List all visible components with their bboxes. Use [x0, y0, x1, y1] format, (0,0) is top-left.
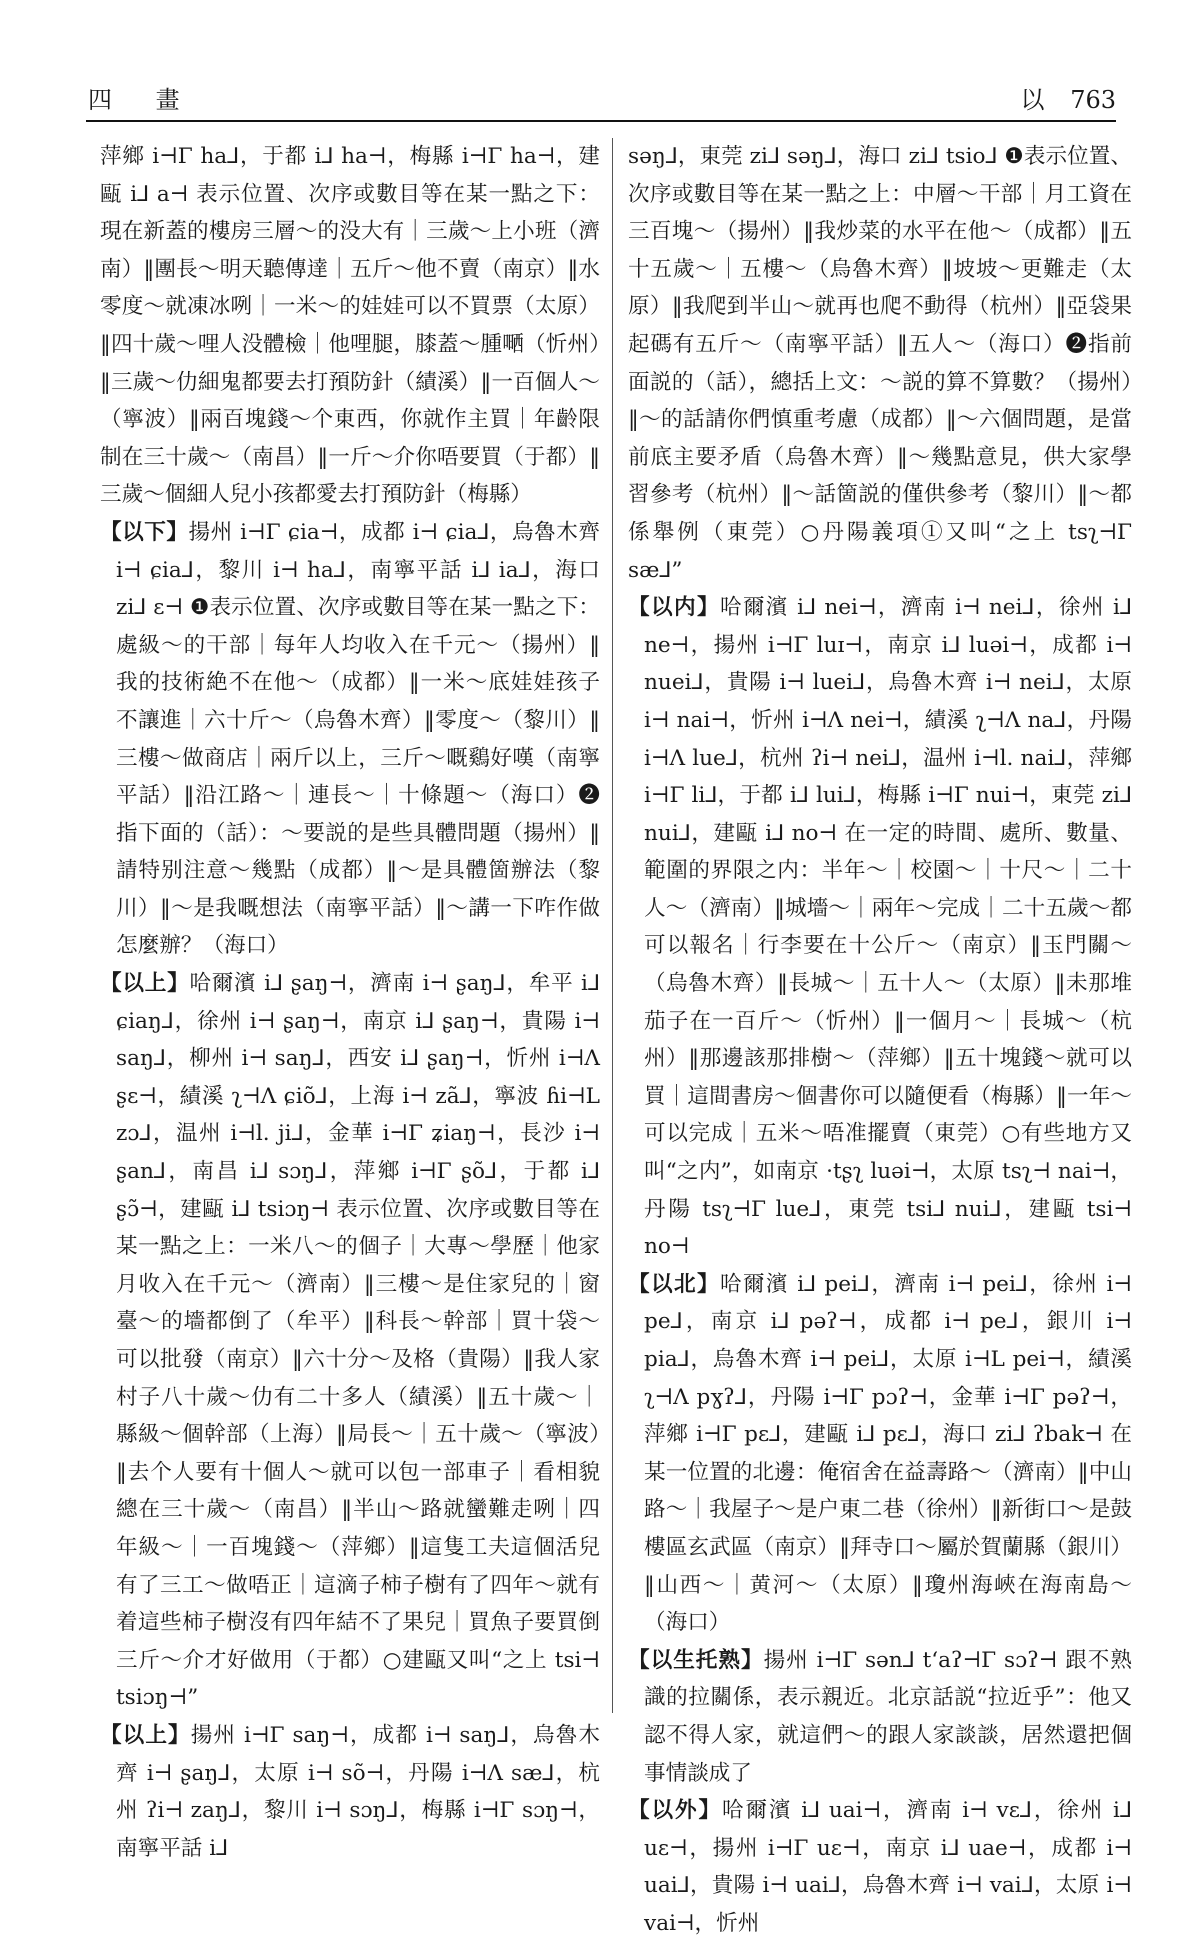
column-divider [612, 138, 613, 1713]
headword: 【以下】 [100, 519, 189, 545]
left-column [100, 138, 600, 1861]
entry-yishang-2 [100, 1717, 600, 1867]
entry-body: 哈爾濱 i⅃ ʂaŋ⊣，濟南 i⊣ ʂaŋ⅃，牟平 i⅃ ɕiaŋ⅃，徐州 i⊣ ʂaŋ⊣，南京 i⅃ ʂaŋ⊣，貴陽 i⊣ saŋ⅃，柳州 i⊣ saŋ⅃，西安 i⅃ ʂaŋ⊣，忻州 i⊣Λ ʂɛ⊣，績溪 ʅ⊣Λ ɕiõ⅃，上海 i⊣ zã⅃，寧波 ɦi⊣L zɔ⅃，温州 i⊣l. ji⅃，金華 i⊣Γ ʑiaŋ⊣，長沙 i⊣ ʂan⅃，南昌 i⅃ sɔŋ⅃，萍鄉 i⊣Γ ʂõ⅃，于都 i⅃ ʂɔ̃⊣，建甌 i⅃ tsiɔŋ⊣ 表示位置、次序或數目等在某一點之上：一米八～的個子｜大專～學歷｜他家月收入在千元～（濟南）‖三樓～是住家兒的｜窗臺～的墻都倒了（牟平）‖科長～幹部｜買十袋～可以批發（南京）‖六十分～及格（貴陽）‖我人家村子八十歲～仂有二十多人（績溪）‖五十歲～｜縣級～個幹部（上海）‖局長～｜五十歲～（寧波）‖去个人要有十個人～就可以包一部車子｜看相貌總在三十歲～（南昌）‖半山～路就蠻難走咧｜四年級～｜一百塊錢～（萍鄉）‖這隻工夫這個活兒有了三工～做唔正｜這滴子柿子樹有了四年～就有着這些柿子樹沒有四年結不了果兒｜買魚子要買倒三斤～介才好做用（于都）○建甌又叫“之上 tsi⊣ tsiɔŋ⊣” [116, 971, 600, 1711]
continuation-text: səŋ⅃，東莞 zi⅃ səŋ⅃，海口 zi⅃ tsio⅃ ❶表示位置、次序或數目等在某一點之上：中層～干部｜月工資在三百塊～（揚州）‖我炒菜的水平在他～（成都）‖五十五歲～｜五樓～（烏魯木齊）‖坡坡～更難走（太原）‖我爬到半山～就再也爬不動得（杭州）‖亞袋果起碼有五斤～（南寧平話）‖五人～（海口）❷指前面説的（話），總括上文：～説的算不算數？（揚州）‖～的話請你們慎重考慮（成都）‖～六個問題，是當前底主要矛盾（烏魯木齊）‖～幾點意見，供大家學習參考（杭州）‖～話箇説的僅供參考（黎川）‖～都係舉例（東莞）○丹陽義項①又叫“之上 tsʅ⊣Γ sæ⅃” [628, 144, 1132, 583]
entry-yinei [628, 589, 1132, 1266]
continuation-text: 萍鄉 i⊣Γ ha⅃，于都 i⅃ ha⊣，梅縣 i⊣Γ ha⊣，建甌 i⅃ a⊣ 表示位置、次序或數目等在某一點之下：現在新蓋的樓房三層～的没大有｜三歲～上小班（濟南）‖團長～明天聽傳達｜五斤～他不賣（南京）‖水零度～就凍冰咧｜一米～的娃娃可以不買票（太原）‖四十歲～哩人没體檢｜他哩腿，膝蓋～腫嗮（忻州）‖三歲～仂細鬼都要去打預防針（績溪）‖一百個人～（寧波）‖兩百塊錢～个東西，你就作主買｜年齡限制在三十歲～（南昌）‖一斤～介你唔要買（于都）‖三歲～個細人兒小孩都愛去打預防針（梅縣） [100, 144, 600, 508]
headword: 【以北】 [628, 1271, 720, 1297]
entry-yishengtuoshu [628, 1642, 1132, 1792]
header-right [1003, 80, 1116, 115]
headword: 【以上】 [100, 971, 190, 997]
entry-yiwai [628, 1792, 1132, 1942]
entry-yixia [100, 514, 600, 965]
right-column [628, 138, 1132, 1936]
headword: 【以上】 [100, 1722, 191, 1748]
entry-yibei [628, 1266, 1132, 1642]
headword: 【以内】 [628, 595, 720, 621]
entry-body: 哈爾濱 i⅃ pei⅃，濟南 i⊣ pei⅃，徐州 i⊣ pe⅃，南京 i⅃ pəʔ⊣，成都 i⊣ pe⅃，銀川 i⊣ pia⅃，烏魯木齊 i⊣ pei⅃，太原 i⊣L pei⊣，績溪 ʅ⊣Λ pɣʔ⅃，丹陽 i⊣Γ pɔʔ⊣，金華 i⊣Γ pəʔ⊣，萍鄉 i⊣Γ pɛ⅃，建甌 i⅃ pɛ⅃，海口 zi⅃ ʔbak⊣ 在某一位置的北邊：俺宿舍在益壽路～（濟南）‖中山路～｜我屋子～是户東二巷（徐州）‖新街口～是鼓樓區玄武區（南京）‖拜寺口～屬於賀蘭縣（銀川）‖山西～｜黄河～（太原）‖瓊州海峽在海南島～（海口） [644, 1271, 1132, 1636]
header-char: 以 [1020, 86, 1045, 114]
entry-body: 揚州 i⊣Γ sən⅃ tʻaʔ⊣Γ sɔʔ⊣ 跟不熟識的拉關係，表示親近。北京話説“拉近乎”：他又認不得人家，就這們～的跟人家談談，居然還把個事情談成了 [644, 1647, 1132, 1786]
headword: 【以生托熟】 [628, 1647, 764, 1673]
entry-body: 哈爾濱 i⅃ uai⊣，濟南 i⊣ vɛ⅃，徐州 i⅃ uɛ⊣，揚州 i⊣Γ uɛ⊣，南京 i⅃ uae⊣，成都 i⊣ uai⅃，貴陽 i⊣ uai⅃，烏魯木齊 i⊣ vai⅃，太原 i⊣ vai⊣，忻州 [644, 1798, 1132, 1936]
entry-yishang [100, 965, 600, 1717]
page-number: 763 [1070, 86, 1116, 114]
entry-body: 哈爾濱 i⅃ nei⊣，濟南 i⊣ nei⅃，徐州 i⅃ ne⊣，揚州 i⊣Γ luɪ⊣，南京 i⅃ luəi⊣，成都 i⊣ nuei⅃，貴陽 i⊣ luei⅃，烏魯木齊 i⊣ nei⅃，太原 i⊣ nai⊣，忻州 i⊣Λ nei⊣，績溪 ʅ⊣Λ na⅃，丹陽 i⊣Λ lue⅃，杭州 ʔi⊣ nei⅃，温州 i⊣l. nai⅃，萍鄉 i⊣Γ li⅃，于都 i⅃ lui⅃，梅縣 i⊣Γ nui⊣，東莞 zi⅃ nui⅃，建甌 i⅃ no⊣ 在一定的時間、處所、數量、範圍的界限之内：半年～｜校園～｜十尺～｜二十人～（濟南）‖城墻～｜兩年～完成｜二十五歲～都可以報名｜行李要在十公斤～（南京）‖玉門關～（烏魯木齊）‖長城～｜五十人～（太原）‖未那堆茄子在一百斤～（忻州）‖一個月～｜長城～（杭州）‖那邊該那排樹～（萍鄉）‖五十塊錢～就可以買｜這間書房～個書你可以隨便看（梅縣）‖一年～可以完成｜五米～唔准擺賣（東莞）○有些地方又叫“之内”，如南京 ·tʂʅ luəi⊣，太原 tsʅ⊣ nai⊣，丹陽 tsʅ⊣Γ lue⅃，東莞 tsi⅃ nui⅃，建甌 tsi⊣ no⊣ [644, 595, 1132, 1260]
entry-body: 揚州 i⊣Γ saŋ⊣，成都 i⊣ saŋ⅃，烏魯木齊 i⊣ ʂaŋ⅃，太原 i⊣ sõ⊣，丹陽 i⊣Λ sæ⅃，杭州 ʔi⊣ zaŋ⅃，黎川 i⊣ sɔŋ⅃，梅縣 i⊣Γ sɔŋ⊣，南寧平話 i⅃ [116, 1722, 600, 1861]
entry-body: 揚州 i⊣Γ ɕia⊣，成都 i⊣ ɕia⅃，烏魯木齊 i⊣ ɕia⅃，黎川 i⊣ ha⅃，南寧平話 i⅃ ia⅃，海口 zi⅃ ɛ⊣ ❶表示位置、次序或數目等在某一點之下：處級～的干部｜每年人均收入在千元～（揚州）‖我的技術絶不在他～（成都）‖一米～底娃娃孩子不讓進｜六十斤～（烏魯木齊）‖零度～（黎川）‖三樓～做商店｜兩斤以上，三斤～嘅鷄好嘆（南寧平話）‖沿江路～｜連長～｜十條題～（海口）❷指下面的（話）：～要説的是些具體問題（揚州）‖請特别注意～幾點（成都）‖～是具體箇辦法（黎川）‖～是我嘅想法（南寧平話）‖～講一下咋作做怎麼辦？（海口） [116, 519, 600, 959]
headword: 【以外】 [628, 1798, 722, 1824]
section-label: 四 畫 [88, 86, 198, 114]
page-header [86, 80, 1116, 122]
